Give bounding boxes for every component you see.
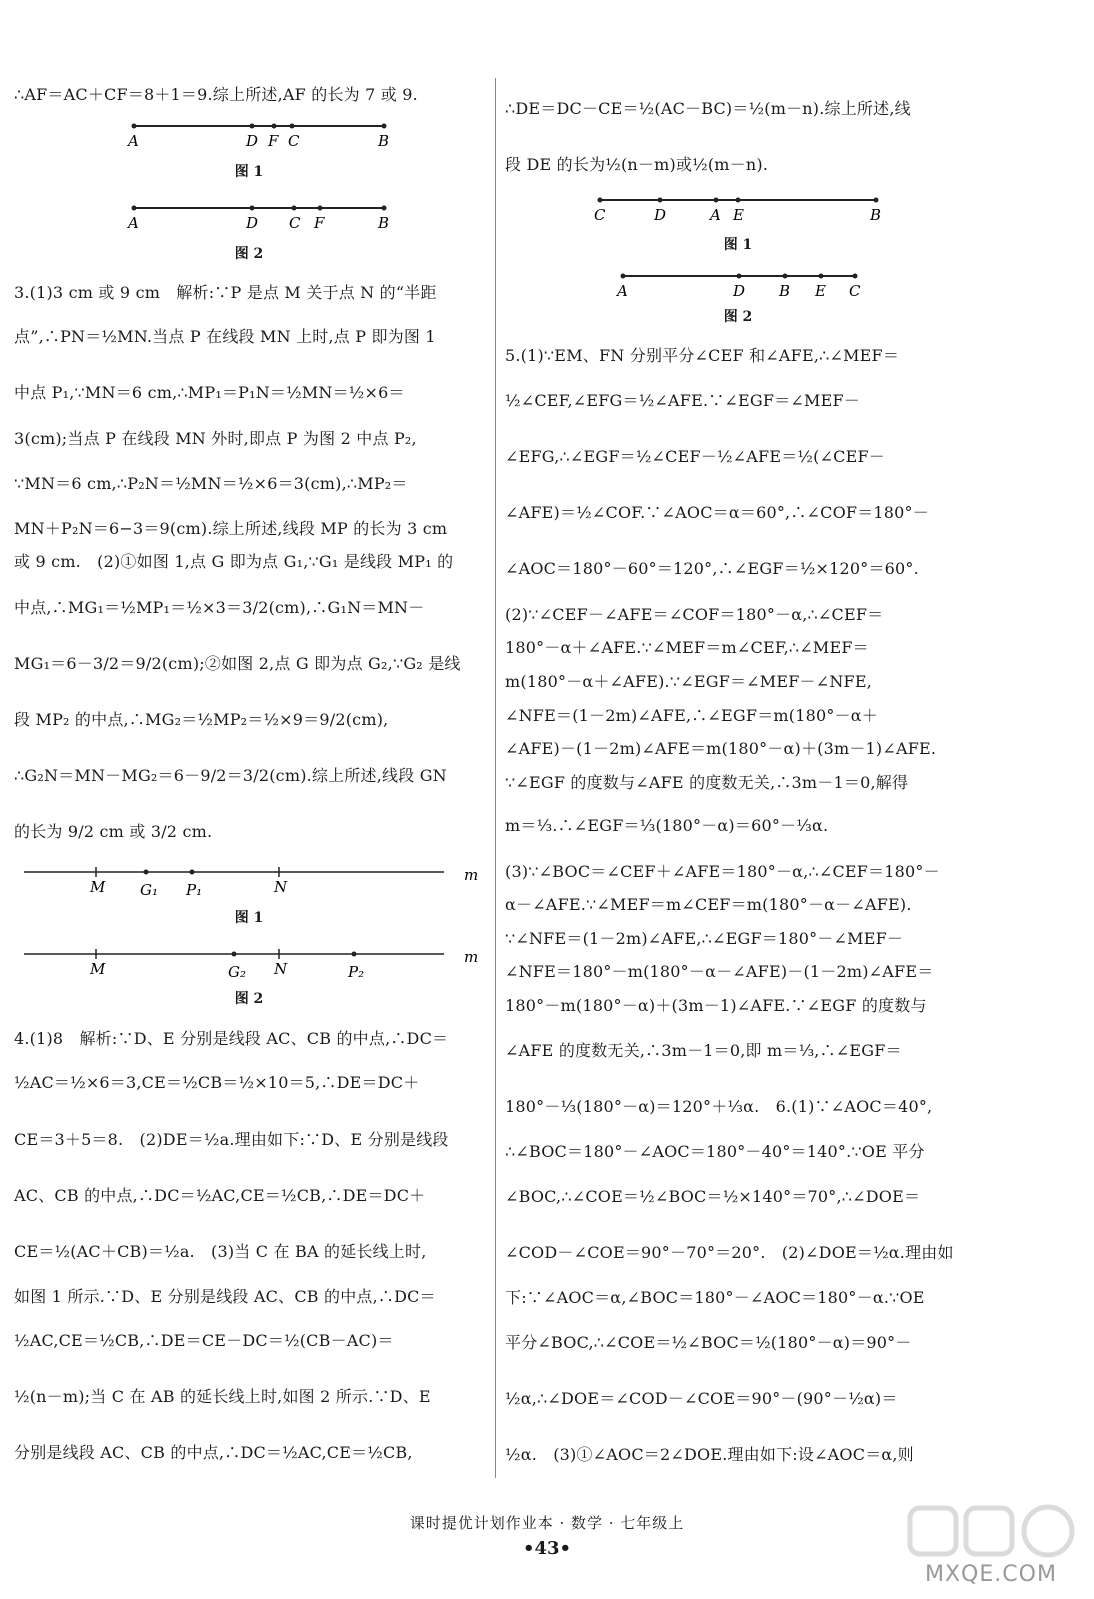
text-line: ½(n－m);当 C 在 AB 的延长线上时,如图 2 所示.∵D、E xyxy=(14,1387,431,1406)
point-a xyxy=(132,124,137,129)
text-line: 180°－⅓(180°－α)＝120°＋⅓α. 6.(1)∵∠AOC＝40°, xyxy=(505,1097,933,1116)
text-line: ∵MN＝6 cm,∴P₂N＝½MN＝½×6＝3(cm),∴MP₂＝ xyxy=(14,474,408,493)
text-line: ∠BOC,∴∠COE＝½∠BOC＝½×140°＝70°,∴∠DOE＝ xyxy=(505,1187,921,1206)
label-line-m: m xyxy=(464,948,479,966)
label-p2: P₂ xyxy=(348,963,365,981)
text-line: ∴DE＝DC－CE＝½(AC－BC)＝½(m－n).综上所述,线 xyxy=(505,99,911,118)
text-line: ∠AOC＝180°－60°＝120°,∴∠EGF＝½×120°＝60°. xyxy=(505,559,919,578)
point-c xyxy=(853,274,858,279)
figure-segment-cdaeb xyxy=(590,192,890,228)
text-line: ∠AFE)－(1－2m)∠AFE＝m(180°－α)＋(3m－1)∠AFE. xyxy=(505,739,937,758)
label-p1: P₁ xyxy=(186,881,203,899)
text-line: m(180°－α＋∠AFE).∵∠EGF＝∠MEF－∠NFE, xyxy=(505,672,873,691)
text-line: ∠AFE)＝½∠COF.∵∠AOC＝α＝60°,∴∠COF＝180°－ xyxy=(505,503,929,522)
figure-caption: 图 2 xyxy=(234,991,264,1007)
label-a: A xyxy=(128,214,139,232)
point-c xyxy=(598,198,603,203)
label-c: C xyxy=(289,214,301,232)
label-a: A xyxy=(617,282,628,300)
text-line: ½α,∴∠DOE＝∠COD－∠COE＝90°－(90°－½α)＝ xyxy=(505,1389,898,1408)
text-line: ∠EFG,∴∠EGF＝½∠CEF－½∠AFE＝½(∠CEF－ xyxy=(505,447,886,466)
text-line: ∠AFE 的度数无关,∴3m－1＝0,即 m＝⅓,∴∠EGF＝ xyxy=(505,1041,902,1060)
point-c xyxy=(290,124,295,129)
label-a: A xyxy=(710,206,721,224)
text-line: CE＝½(AC＋CB)＝½a. (3)当 C 在 BA 的延长线上时, xyxy=(14,1242,427,1261)
point-f xyxy=(318,206,323,211)
book-title: 课时提优计划作业本 · 数学 · 七年级上 xyxy=(409,1514,685,1532)
text-line: ∴G₂N＝MN－MG₂＝6－9/2＝3/2(cm).综上所述,线段 GN xyxy=(14,766,447,785)
text-line: CE＝3＋5＝8. (2)DE＝½a.理由如下:∵D、E 分别是线段 xyxy=(14,1130,449,1149)
text-line: ½∠CEF,∠EFG＝½∠AFE.∵∠EGF＝∠MEF－ xyxy=(505,391,860,410)
figure-line-m-g2-n-p2 xyxy=(24,944,494,984)
text-line: (3)∵∠BOC＝∠CEF＋∠AFE＝180°－α,∴∠CEF＝180°－ xyxy=(505,862,940,881)
figure-caption: 图 1 xyxy=(723,237,753,253)
figure-segment-adcfb xyxy=(124,200,394,236)
text-line: 180°－m(180°－α)＋(3m－1)∠AFE.∵∠EGF 的度数与 xyxy=(505,996,927,1015)
text-line: 5.(1)∵EM、FN 分别平分∠CEF 和∠AFE,∴∠MEF＝ xyxy=(505,346,900,365)
text-line: 点”,∴PN＝½MN.当点 P 在线段 MN 上时,点 P 即为图 1 xyxy=(14,327,436,346)
point-b xyxy=(382,124,387,129)
label-c: C xyxy=(288,132,300,150)
label-c: C xyxy=(594,206,606,224)
label-b: B xyxy=(779,282,791,300)
point-p2 xyxy=(352,952,357,957)
point-a xyxy=(132,206,137,211)
text-line: MN＋P₂N＝6−3＝9(cm).综上所述,线段 MP 的长为 3 cm xyxy=(14,519,448,538)
point-a xyxy=(621,274,626,279)
text-line: MG₁＝6－3/2＝9/2(cm);②如图 2,点 G 即为点 G₂,∵G₂ 是线 xyxy=(14,654,461,673)
label-e: E xyxy=(815,282,826,300)
text-line: ∴AF＝AC＋CF＝8＋1＝9.综上所述,AF 的长为 7 或 9. xyxy=(14,85,418,104)
point-d xyxy=(737,274,742,279)
label-a: A xyxy=(128,132,139,150)
text-line: ∵∠EGF 的度数与∠AFE 的度数无关,∴3m－1＝0,解得 xyxy=(505,773,909,792)
point-p1 xyxy=(190,870,195,875)
point-g2 xyxy=(232,952,237,957)
figure-caption: 图 2 xyxy=(234,246,264,262)
point-b xyxy=(382,206,387,211)
label-m: M xyxy=(90,878,106,896)
point-c xyxy=(292,206,297,211)
text-line: 段 DE 的长为½(n－m)或½(m－n). xyxy=(505,155,769,174)
label-d: D xyxy=(733,282,746,300)
point-d xyxy=(250,206,255,211)
figure-caption: 图 1 xyxy=(234,164,264,180)
label-g2: G₂ xyxy=(228,963,246,981)
point-e xyxy=(819,274,824,279)
point-d xyxy=(250,124,255,129)
label-b: B xyxy=(870,206,882,224)
watermark-text: MXQE.COM xyxy=(925,1562,1057,1587)
text-line: ½α. (3)①∠AOC＝2∠DOE.理由如下:设∠AOC＝α,则 xyxy=(505,1445,914,1464)
label-f: F xyxy=(268,132,279,150)
text-line: 中点 P₁,∵MN＝6 cm,∴MP₁＝P₁N＝½MN＝½×6＝ xyxy=(14,383,405,402)
text-line: 的长为 9/2 cm 或 3/2 cm. xyxy=(14,822,213,841)
figure-segment-adbec xyxy=(613,268,873,304)
label-b: B xyxy=(378,132,390,150)
text-line: 段 MP₂ 的中点,∴MG₂＝½MP₂＝½×9＝9/2(cm), xyxy=(14,710,389,729)
figure-line-m-g1-p1-n xyxy=(24,862,494,902)
page-number: •43• xyxy=(522,1538,572,1559)
label-n: N xyxy=(274,960,288,978)
text-line: 如图 1 所示.∵D、E 分别是线段 AC、CB 的中点,∴DC＝ xyxy=(14,1287,436,1306)
figure-caption: 图 2 xyxy=(723,309,753,325)
text-line: 分别是线段 AC、CB 的中点,∴DC＝½AC,CE＝½CB, xyxy=(14,1443,413,1462)
label-b: B xyxy=(378,214,390,232)
label-d: D xyxy=(246,132,259,150)
text-line: 180°－α＋∠AFE.∵∠MEF＝m∠CEF,∴∠MEF＝ xyxy=(505,638,869,657)
figure-segment-adfcb xyxy=(124,118,394,154)
text-line: ∠NFE＝(1－2m)∠AFE,∴∠EGF＝m(180°－α＋ xyxy=(505,706,878,725)
text-line: (2)∵∠CEF－∠AFE＝∠COF＝180°－α,∴∠CEF＝ xyxy=(505,605,884,624)
column-divider xyxy=(495,78,496,1478)
figure-caption: 图 1 xyxy=(234,910,264,926)
point-e xyxy=(736,198,741,203)
point-f xyxy=(272,124,277,129)
point-b xyxy=(874,198,879,203)
text-line: 中点,∴MG₁＝½MP₁＝½×3＝3/2(cm),∴G₁N＝MN－ xyxy=(14,598,425,617)
label-f: F xyxy=(314,214,325,232)
text-line: ∴∠BOC＝180°－∠AOC＝180°－40°＝140°.∵OE 平分 xyxy=(505,1142,925,1161)
point-g1 xyxy=(144,870,149,875)
point-d xyxy=(658,198,663,203)
label-e: E xyxy=(733,206,744,224)
text-line: 4.(1)8 解析:∵D、E 分别是线段 AC、CB 的中点,∴DC＝ xyxy=(14,1029,449,1048)
label-d: D xyxy=(654,206,667,224)
label-c: C xyxy=(849,282,861,300)
label-line-m: m xyxy=(464,866,479,884)
label-m: M xyxy=(90,960,106,978)
text-line: α－∠AFE.∵∠MEF＝m∠CEF＝m(180°－α－∠AFE). xyxy=(505,895,912,914)
text-line: ∠NFE＝180°－m(180°－α－∠AFE)－(1－2m)∠AFE＝ xyxy=(505,962,934,981)
text-line: ∠COD－∠COE＝90°－70°＝20°. (2)∠DOE＝½α.理由如 xyxy=(505,1243,954,1262)
point-b xyxy=(783,274,788,279)
label-n: N xyxy=(274,878,288,896)
label-g1: G₁ xyxy=(140,881,158,899)
text-line: ½AC,CE＝½CB,∴DE＝CE－DC＝½(CB－AC)＝ xyxy=(14,1331,394,1350)
text-line: 平分∠BOC,∴∠COE＝½∠BOC＝½(180°－α)＝90°－ xyxy=(505,1333,912,1352)
text-line: 3(cm);当点 P 在线段 MN 外时,即点 P 为图 2 中点 P₂, xyxy=(14,429,417,448)
text-line: ∵∠NFE＝(1－2m)∠AFE,∴∠EGF＝180°－∠MEF－ xyxy=(505,929,904,948)
text-line: 下:∵∠AOC＝α,∠BOC＝180°－∠AOC＝180°－α.∵OE xyxy=(505,1288,925,1307)
text-line: AC、CB 的中点,∴DC＝½AC,CE＝½CB,∴DE＝DC＋ xyxy=(14,1186,426,1205)
text-line: ½AC＝½×6＝3,CE＝½CB＝½×10＝5,∴DE＝DC＋ xyxy=(14,1073,420,1092)
label-d: D xyxy=(246,214,259,232)
point-a xyxy=(714,198,719,203)
text-line: m＝⅓.∴∠EGF＝⅓(180°－α)＝60°－⅓α. xyxy=(505,816,829,835)
text-line: 3.(1)3 cm 或 9 cm 解析:∵P 是点 M 关于点 N 的“半距 xyxy=(14,283,437,302)
text-line: 或 9 cm. (2)①如图 1,点 G 即为点 G₁,∵G₁ 是线段 MP₁ 的 xyxy=(14,552,454,571)
